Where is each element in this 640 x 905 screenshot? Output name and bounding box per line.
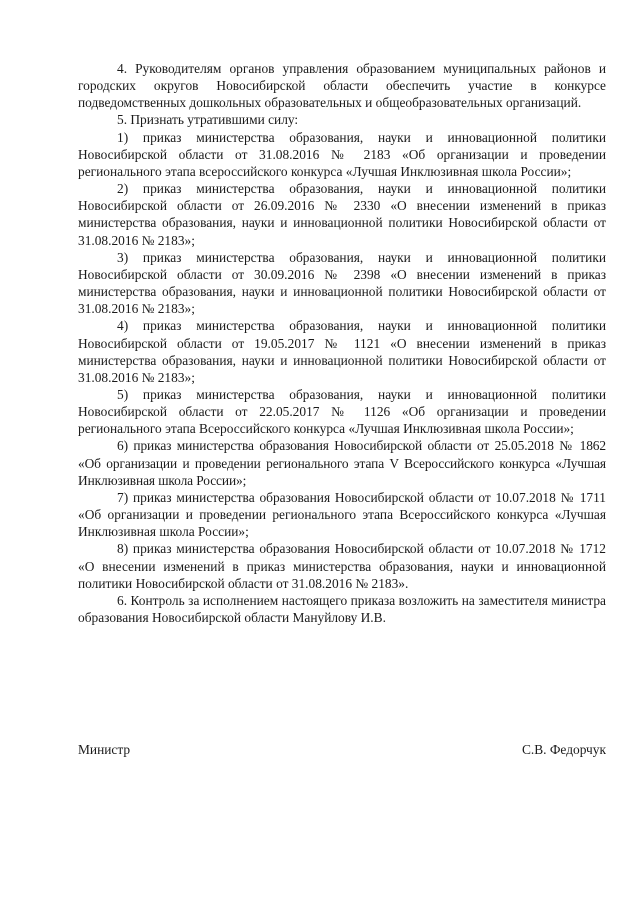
repealed-order-7: 7) приказ министерства образования Новосибирской области от 10.07.2018 № 1711 «Об организации и проведении регионального этапа Всероссийского конкурса «Лучшая Инклюзивная школа России»; <box>78 489 606 540</box>
repealed-order-2: 2) приказ министерства образования, науки и инновационной политики Новосибирской области от 26.09.2016 № 2330 «О внесении изменений в приказ министерства образования, науки и инновационной политики Новосибирской области от 31.08.2016 № 2183»; <box>78 181 606 248</box>
signatory-position: Министр <box>78 742 131 757</box>
document-body <box>78 60 606 626</box>
repealed-order-3: 3) приказ министерства образования, науки и инновационной политики Новосибирской области от 30.09.2016 № 2398 «О внесении изменений в приказ министерства образования, науки и инновационной политики Новосибирской области от 31.08.2016 № 2183»; <box>78 249 606 317</box>
repealed-order-1: 1) приказ министерства образования, науки и инновационной политики Новосибирской области от 31.08.2016 № 2183 «Об организации и проведении регионального этапа всероссийского конкурса «Лучшая Инклюзивная школа России»; <box>78 129 606 179</box>
signature-block <box>78 741 606 758</box>
repealed-order-5: 5) приказ министерства образования, науки и инновационной политики Новосибирской области от 22.05.2017 № 1126 «Об организации и проведении регионального этапа Всероссийского конкурса «Лучшая Инклюзивная школа России»; <box>78 386 606 437</box>
paragraph-item-5-heading: 5. Признать утратившими силу: <box>117 112 299 128</box>
paragraph-item-4: 4. Руководителям органов управления образованием муниципальных районов и городских округов Новосибирской области обеспечить участие в конкурсе подведомственных дошкольных образовательных и общеобразовательных организаций. <box>78 61 606 111</box>
paragraph-item-6: 6. Контроль за исполнением настоящего приказа возложить на заместителя министра образования Новосибирской области Мануйлову И.В. <box>78 592 606 625</box>
signatory-name: С.В. Федорчук <box>521 742 606 757</box>
repealed-order-8: 8) приказ министерства образования Новосибирской области от 10.07.2018 № 1712 «О внесении изменений в приказ министерства образования, науки и инновационной политики Новосибирской области от 31.08.2016 № 2183». <box>78 541 606 591</box>
repealed-order-6: 6) приказ министерства образования Новосибирской области от 25.05.2018 № 1862 «Об организации и проведении регионального этапа V Всероссийского конкурса «Лучшая Инклюзивная школа России»; <box>78 438 606 488</box>
repealed-order-4: 4) приказ министерства образования, науки и инновационной политики Новосибирской области от 19.05.2017 № 1121 «О внесении изменений в приказ министерства образования, науки и инновационной политики Новосибирской области от 31.08.2016 № 2183»; <box>78 318 606 385</box>
